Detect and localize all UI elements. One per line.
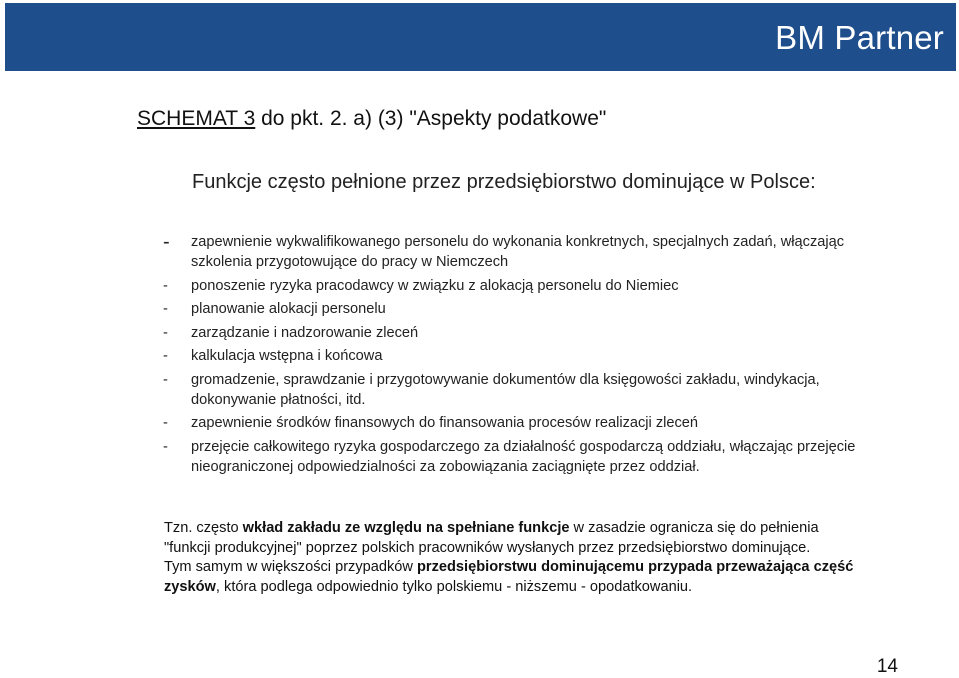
summary-emphasis: wkład zakładu ze względu na spełniane funkcje [242,520,570,536]
dash-bullet: - [163,348,168,364]
list-item-text: zarządzanie i nadzorowanie zleceń [191,324,419,341]
list-item-text: zapewnienie wykwalifikowanego personelu do wykonania konkretnych, specjalnych zadań, włączając szkolenia przygotowujące do pracy w Niemczech [191,234,845,270]
header-bar [5,3,956,71]
schema-reference: do pkt. 2. a) (3) "Aspekty podatkowe" [255,107,607,130]
dash-bullet: - [163,324,168,341]
list-item [163,276,883,296]
dash-bullet: - [163,438,168,455]
page-number: 14 [876,656,898,677]
dash-bullet: - [163,301,168,317]
list-item [163,299,883,319]
list-item-text: planowanie alokacji personelu [191,301,386,317]
dash-bullet: - [163,415,168,431]
list-item [163,346,883,366]
list-item-text: gromadzenie, sprawdzanie i przygotowywanie dokumentów dla księgowości zakładu, windykacja, dokonywanie płatności, itd. [191,371,820,408]
summary-text: , która podlega odpowiednio tylko polskiemu - niższemu - opodatkowaniu. [215,578,693,595]
list-item-text: kalkulacja wstępna i końcowa [191,348,383,364]
schema-title [137,107,606,131]
list-item [163,232,883,272]
list-item-text: zapewnienie środków finansowych do finansowania procesów realizacji zleceń [191,415,699,431]
list-item [163,437,883,477]
summary-paragraph-2 [164,558,864,597]
dash-bullet: - [163,277,168,294]
functions-list [163,232,883,480]
list-item-text: ponoszenie ryzyka pracodawcy w związku z alokacją personelu do Niemiec [191,277,679,294]
list-item-text: przejęcie całkowitego ryzyka gospodarczego za działalność gospodarczą oddziału, włączając przejęcie nieograniczonej odpowiedzialności za zobowiązania zaciągnięte przez oddział. [191,438,856,475]
dash-bullet: - [163,371,168,388]
list-item [163,413,883,433]
section-heading: Funkcje często pełnione przez przedsiębiorstwo dominujące w Polsce: [192,171,816,193]
summary-text: Tym samym w większości przypadków [164,559,418,575]
summary-emphasis: przedsiębiorstwu dominującemu przypada przeważająca część zysków [164,559,854,595]
brand-logo-text: BM Partner [775,19,944,56]
summary-text: w zasadzie ogranicza się do pełnienia "funkcji produkcyjnej" poprzez polskich pracowników wysłanych przez przedsiębiorstwo dominujące. [164,520,819,556]
dash-bullet: - [163,231,170,253]
schema-label: SCHEMAT 3 [137,107,256,130]
summary-block [164,519,864,597]
summary-paragraph-1 [164,519,864,558]
list-item [163,323,883,343]
summary-text: Tzn. często [164,520,243,536]
list-item [163,370,883,410]
